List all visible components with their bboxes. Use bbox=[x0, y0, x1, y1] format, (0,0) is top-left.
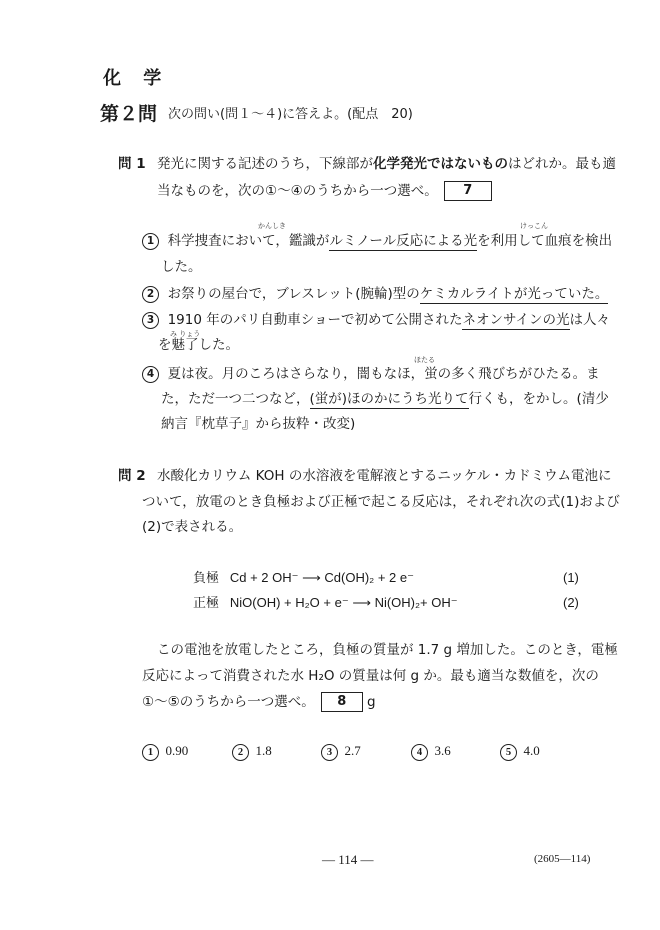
circled-number-3: 3 bbox=[142, 312, 159, 329]
question-heading: 次の問い(問１～４)に答えよ。(配点 20) bbox=[168, 107, 413, 122]
option-4-line2: た，ただ一つ二つなど，(蛍が)ほのかにうち光りて行くも，をかし。(清少 bbox=[161, 391, 609, 407]
reaction-arrow: ⟶ bbox=[302, 570, 321, 585]
q2-body-line1: この電池を放電したところ，負極の質量が 1.7 g 増加した。このとき，電極 bbox=[157, 642, 618, 658]
q1-label: 問 1 bbox=[118, 156, 146, 172]
option-4-underline: (蛍が)ほのかにうち光りて bbox=[309, 391, 469, 407]
q2-label: 問 2 bbox=[118, 468, 146, 484]
circled-number-2: 2 bbox=[232, 744, 249, 761]
choice-2: 2 1.8 bbox=[232, 743, 272, 761]
q1-stem-line2: 当なものを，次の①～④のうちから一つ選べ。 7 bbox=[157, 181, 492, 201]
q2-body-line2: 反応によって消費された水 H₂O の質量は何 g か。最も適当な数値を，次の bbox=[142, 668, 599, 684]
option-1-underline: ルミノール反応による光 bbox=[329, 233, 478, 249]
option-1-line2: した。 bbox=[161, 259, 202, 275]
option-4-line1: 4 夏は夜。月のころはさらなり，闇もなほ，蛍の多く飛びちがひたる。ま bbox=[142, 364, 600, 384]
ruby-hotaru: ほたる bbox=[414, 356, 435, 364]
q2-stem-line3: (2)で表される。 bbox=[142, 519, 243, 535]
answer-box-8: 8 bbox=[321, 692, 363, 712]
q2-body-line3: ①～⑤のうちから一つ選べ。 8 g bbox=[142, 694, 376, 710]
equation-2-electrode: 正極 bbox=[193, 595, 220, 610]
answer-unit: g bbox=[367, 694, 376, 710]
equation-1-tag: (1) bbox=[563, 570, 579, 585]
choice-4: 4 3.6 bbox=[411, 743, 451, 761]
ruby-kekkon: けっこん bbox=[520, 222, 548, 230]
reaction-arrow: ⟶ bbox=[352, 595, 371, 610]
circled-number-4: 4 bbox=[411, 744, 428, 761]
q2-stem-line1: 水酸化カリウム KOH の水溶液を電解液とするニッケル・カドミウム電池に bbox=[157, 468, 612, 484]
circled-number-1: 1 bbox=[142, 233, 159, 250]
equation-2-tag: (2) bbox=[563, 595, 579, 610]
page-code: (2605—114) bbox=[534, 853, 591, 865]
choice-5: 5 4.0 bbox=[500, 743, 540, 761]
option-2-underline: ケミカルライトが光っていた。 bbox=[419, 286, 609, 302]
q2-stem-line2: ついて，放電のとき負極および正極で起こる反応は，それぞれ次の式(1)および bbox=[142, 494, 620, 510]
q1-stem-bold: 化学発光ではないもの bbox=[373, 156, 508, 172]
ruby-kanshiki: かんしき bbox=[258, 222, 286, 230]
page-number: — 114 — bbox=[322, 852, 374, 867]
equation-1-electrode: 負極 bbox=[193, 570, 220, 585]
circled-number-4: 4 bbox=[142, 366, 159, 383]
subject-title: 化 学 bbox=[103, 68, 170, 89]
q1-stem-line1: 発光に関する記述のうち，下線部が化学発光ではないものはどれか。最も適 bbox=[157, 156, 616, 172]
option-1-line1: 1 科学捜査において，鑑識がルミノール反応による光を利用して血痕を検出 bbox=[142, 231, 612, 251]
option-4-line3: 納言『枕草子』から抜粋・改変) bbox=[161, 416, 356, 432]
equation-1: 負極 Cd + 2 OH⁻ ⟶ Cd(OH)₂ + 2 e⁻ bbox=[193, 570, 414, 585]
answer-box-7: 7 bbox=[444, 181, 492, 201]
option-3-line1: 3 1910 年のパリ自動車ショーで初めて公開されたネオンサインの光は人々 bbox=[142, 310, 610, 330]
circled-number-2: 2 bbox=[142, 286, 159, 303]
question-number: 第２問 bbox=[100, 103, 158, 125]
circled-number-1: 1 bbox=[142, 744, 159, 761]
circled-number-3: 3 bbox=[321, 744, 338, 761]
option-3-underline: ネオンサインの光 bbox=[462, 312, 570, 328]
choice-3: 3 2.7 bbox=[321, 743, 361, 761]
circled-number-5: 5 bbox=[500, 744, 517, 761]
option-3-line2: を魅了した。 bbox=[158, 337, 239, 353]
ruby-miryou: み りょう bbox=[170, 330, 201, 338]
choice-1: 1 0.90 bbox=[142, 743, 188, 761]
equation-2: 正極 NiO(OH) + H₂O + e⁻ ⟶ Ni(OH)₂+ OH⁻ bbox=[193, 595, 458, 610]
option-2-line1: 2 お祭りの屋台で，ブレスレット(腕輪)型のケミカルライトが光っていた。 bbox=[142, 284, 608, 304]
